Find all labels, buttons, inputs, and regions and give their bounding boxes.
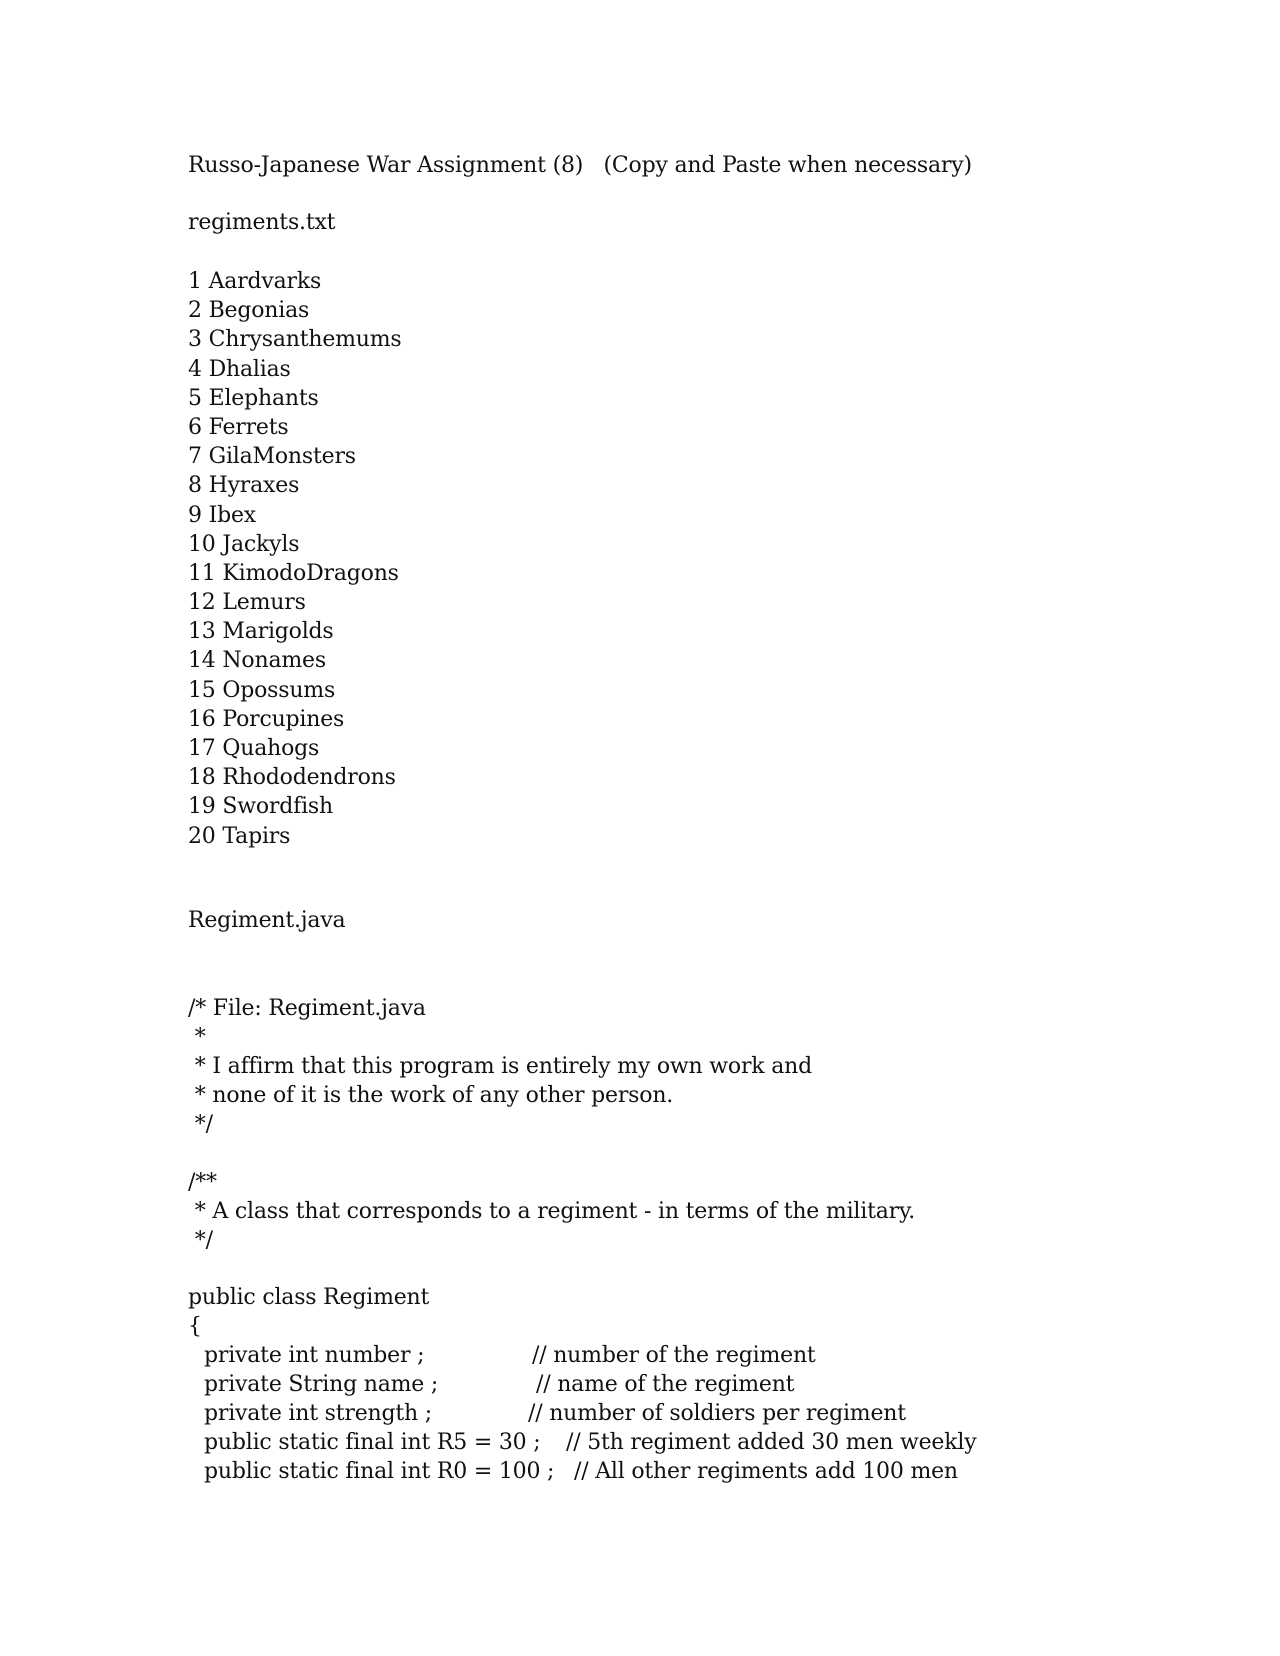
list-item: 20 Tapirs (188, 823, 291, 849)
list-item: 19 Swordfish (188, 794, 333, 820)
list-item: 5 Elephants (188, 385, 319, 411)
list-item: 3 Chrysanthemums (188, 327, 402, 353)
class-comment-line: */ (188, 1228, 213, 1253)
file1-heading: regiments.txt (188, 210, 336, 235)
class-declaration: public class Regiment (188, 1285, 430, 1310)
field-decl: private int strength ; (204, 1401, 433, 1426)
list-item: 17 Quahogs (188, 736, 320, 761)
list-item: 12 Lemurs (188, 590, 306, 616)
list-item: 18 Rhododendrons (188, 765, 396, 791)
field-row (188, 1399, 906, 1428)
list-item: 11 KimodoDragons (188, 560, 399, 586)
header-comment-line: * (188, 1025, 206, 1050)
field-decl: private String name ; (204, 1372, 439, 1397)
header-comment-line: * I affirm that this program is entirely my own work and (188, 1054, 812, 1079)
list-item: 14 Nonames (188, 648, 326, 674)
list-item: 4 Dhalias (188, 356, 291, 382)
list-item: 1 Aardvarks (188, 269, 322, 294)
open-brace: { (188, 1314, 202, 1339)
class-comment-line: * A class that corresponds to a regiment - in terms of the military. (188, 1199, 916, 1224)
field-comment: // name of the regiment (536, 1372, 795, 1397)
header-comment-line: * none of it is the work of any other person. (188, 1083, 674, 1108)
file2-heading: Regiment.java (188, 908, 346, 933)
field-row (188, 1341, 816, 1370)
field-comment: // number of soldiers per regiment (528, 1401, 906, 1426)
list-item: 6 Ferrets (188, 414, 289, 440)
class-comment-line: /** (188, 1170, 217, 1195)
list-item: 10 Jackyls (188, 531, 300, 557)
field-row (188, 1457, 958, 1486)
field-row (188, 1428, 977, 1457)
regiment-list (188, 267, 402, 851)
field-declarations (188, 1341, 977, 1486)
list-item: 16 Porcupines (188, 706, 345, 732)
header-comment-line: /* File: Regiment.java (188, 996, 426, 1021)
document-title: Russo-Japanese War Assignment (8) (Copy and Paste when necessary) (188, 153, 972, 178)
field-decl: private int number ; (204, 1343, 425, 1368)
list-item: 8 Hyraxes (188, 473, 300, 499)
list-item: 9 Ibex (188, 502, 256, 528)
header-comment-line: */ (188, 1112, 213, 1137)
field-comment: // All other regiments add 100 men (574, 1459, 958, 1484)
list-item: 7 GilaMonsters (188, 444, 356, 470)
field-row (188, 1370, 795, 1399)
field-comment: // 5th regiment added 30 men weekly (566, 1430, 977, 1455)
field-comment: // number of the regiment (532, 1343, 816, 1368)
list-item: 15 Opossums (188, 677, 336, 703)
list-item: 2 Begonias (188, 298, 310, 324)
field-decl: public static final int R0 = 100 ; (204, 1459, 555, 1484)
list-item: 13 Marigolds (188, 619, 334, 645)
field-decl: public static final int R5 = 30 ; (204, 1430, 541, 1455)
